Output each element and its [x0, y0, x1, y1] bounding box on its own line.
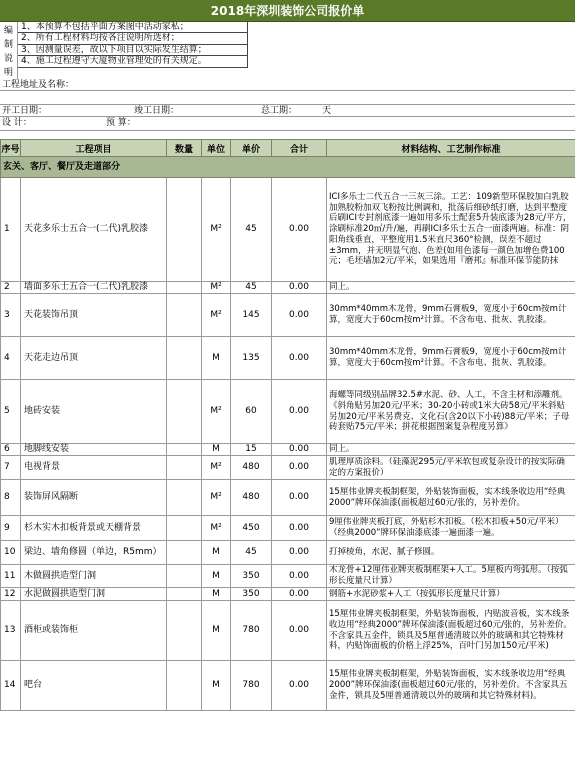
quote-table [0, 139, 575, 711]
unit-cell: M [202, 565, 231, 588]
quantity-cell [167, 588, 202, 601]
desc-text: 15厘伟业牌夹板制框架，外贴装饰面板，实木线条收边用“经典2000”牌环保油漆(面板超过60元/张的，另补差价。 [329, 486, 566, 508]
address-label: 工程地址及名称： [2, 80, 75, 90]
quantity-cell [167, 337, 202, 380]
quantity-cell [167, 480, 202, 516]
item-name: 天花多乐士五合一(二代)乳胶漆 [21, 178, 167, 282]
total-cell: 0.00 [272, 178, 327, 282]
note-item: 3、因测量误差，故以下项目以实际发生结算； [18, 45, 248, 56]
table-row [1, 444, 575, 456]
desc-text: 木龙骨+12厘伟业牌夹板制框架+人工。5厘板内弯弧形。（按弧形长度量尺计算） [329, 565, 568, 586]
desc-text: 9厘伟业牌夹板打底，外贴杉木扣板。（松木扣板+50元/平米）（经典2000”牌环保油漆底漆一遍面漆一遍。 [329, 517, 564, 538]
period-label: 总工期： [261, 106, 298, 116]
total-cell: 0.00 [272, 282, 327, 294]
designer-label: 设 计： [2, 118, 32, 128]
total-cell: 0.00 [272, 516, 327, 541]
desc-text: 30mm*40mm木龙骨，9mm石膏板9，宽度小于60cm按m计算，宽度大于60cm按m²计算。不含布电、批灰、乳胶漆。 [329, 304, 567, 325]
column-header: 数量 [167, 140, 202, 157]
price-cell: 780 [231, 601, 272, 661]
price-cell: 480 [231, 456, 272, 480]
notes-label [0, 22, 18, 79]
table-row [1, 294, 575, 337]
column-header: 材料结构、工艺制作标准 [327, 140, 575, 157]
row-number: 11 [1, 565, 21, 588]
section-title: 玄关、客厅、餐厅及走道部分 [1, 157, 575, 178]
desc-cell [327, 661, 575, 711]
end-date-label: 竣工日期： [134, 106, 180, 116]
period-unit: 天 [322, 106, 332, 116]
desc-text: 海螺等同级别品牌32.5#水泥、砂、人工，不含主材和添雕剂。《斜角贴另加20元/平米；30-20小砖或1米大砖58元/平米斜贴另加20元/平米另费克、文化石(含20以下小砖)88元/平米；子母砖套贴75元/平米；拼花根据图案复杂程度另算》 [329, 390, 570, 433]
table-row [1, 178, 575, 282]
table-row [1, 601, 575, 661]
item-name: 电视背景 [21, 456, 167, 480]
total-cell: 0.00 [272, 294, 327, 337]
quantity-cell [167, 661, 202, 711]
item-name: 杉木实木扣板背景或天棚背景 [21, 516, 167, 541]
table-row [1, 565, 575, 588]
column-header: 单价 [231, 140, 272, 157]
desc-text: 肌理厚质涂料。（硅藻泥295元/平米软包或复杂设计的按实际确定的方案报价） [329, 456, 565, 478]
row-number: 14 [1, 661, 21, 711]
note-item: 1、本预算不包括平面方案图中活动家私； [18, 22, 248, 33]
row-number: 13 [1, 601, 21, 661]
column-header: 序号 [1, 140, 21, 157]
row-number: 8 [1, 480, 21, 516]
quantity-cell [167, 444, 202, 456]
quantity-cell [167, 541, 202, 565]
quantity-cell [167, 565, 202, 588]
item-name: 地脚线安装 [21, 444, 167, 456]
sheet-title: 2018年深圳装饰公司报价单 [0, 0, 575, 22]
table-row [1, 282, 575, 294]
quantity-cell [167, 294, 202, 337]
notes-list [18, 22, 248, 68]
price-cell: 60 [231, 380, 272, 444]
unit-cell: M² [202, 480, 231, 516]
item-name: 天花走边吊顶 [21, 337, 167, 380]
desc-cell [327, 565, 575, 588]
blank-row [0, 91, 575, 105]
price-cell: 780 [231, 661, 272, 711]
unit-cell: M [202, 337, 231, 380]
total-cell: 0.00 [272, 541, 327, 565]
price-cell: 350 [231, 588, 272, 601]
note-item: 4、施工过程遵守大厦物业管理处的有关规定。 [18, 56, 248, 67]
item-name: 梁边、墙角修圆（单边，R5mm） [21, 541, 167, 565]
price-cell: 15 [231, 444, 272, 456]
row-number: 10 [1, 541, 21, 565]
row-number: 9 [1, 516, 21, 541]
desc-cell [327, 282, 575, 294]
table-row [1, 337, 575, 380]
desc-text: 30mm*40mm木龙骨，9mm石膏板9，宽度小于60cm按m计算，宽度大于60cm按m²计算。不含布电、批灰、乳胶漆。 [329, 347, 567, 368]
price-cell: 45 [231, 541, 272, 565]
desc-text: 同上。 [329, 444, 355, 455]
total-cell: 0.00 [272, 480, 327, 516]
quantity-cell [167, 456, 202, 480]
quantity-cell [167, 282, 202, 294]
item-name: 木做圆拱造型门洞 [21, 565, 167, 588]
row-number: 7 [1, 456, 21, 480]
item-name: 地砖安装 [21, 380, 167, 444]
desc-cell [327, 294, 575, 337]
row-number: 6 [1, 444, 21, 456]
unit-cell: M² [202, 516, 231, 541]
unit-cell: M² [202, 282, 231, 294]
column-header: 工程项目 [21, 140, 167, 157]
table-row [1, 516, 575, 541]
desc-cell [327, 601, 575, 661]
row-number: 4 [1, 337, 21, 380]
staff-row [0, 117, 575, 131]
unit-cell: M² [202, 456, 231, 480]
desc-cell [327, 444, 575, 456]
notes-label-char: 说 [3, 54, 13, 65]
unit-cell: M [202, 601, 231, 661]
price-cell: 45 [231, 282, 272, 294]
desc-text: 钢筋+水泥砂浆+人工（按弧形长度量尺计算） [329, 588, 505, 599]
start-date-label: 开工日期： [2, 106, 48, 116]
total-cell: 0.00 [272, 661, 327, 711]
total-cell: 0.00 [272, 337, 327, 380]
address-row [0, 79, 575, 91]
desc-text: 同上。 [329, 282, 355, 293]
desc-cell [327, 516, 575, 541]
item-name: 吧台 [21, 661, 167, 711]
quantity-cell [167, 516, 202, 541]
item-name: 酒柜或装饰柜 [21, 601, 167, 661]
total-cell: 0.00 [272, 456, 327, 480]
unit-cell: M² [202, 380, 231, 444]
desc-cell [327, 380, 575, 444]
notes-label-char: 制 [3, 39, 13, 50]
price-cell: 480 [231, 480, 272, 516]
item-name: 装饰屏风隔断 [21, 480, 167, 516]
row-number: 2 [1, 282, 21, 294]
dates-row [0, 105, 575, 117]
desc-text: 15厘伟业牌夹板制框架，外贴装饰面板，内贴波音板，实木线条收边用“经典2000”牌环保油漆(面板超过60元/张的，另补差价。不含家具五金件，锁具及5厘普通清玻以外的玻璃和其它特殊材料，内贴饰面板的价格上浮25%，百叶门另加150元/平米) [329, 609, 572, 652]
row-number: 1 [1, 178, 21, 282]
total-cell: 0.00 [272, 601, 327, 661]
unit-cell: M [202, 588, 231, 601]
notes-label-char: 编 [3, 25, 13, 36]
desc-text: 15厘伟业牌夹板制框架，外贴装饰面板，实木线条收边用“经典2000”牌环保油漆(面板超过60元/张的，另补差价。不含家具五金件，锁具及5厘普通清玻以外的玻璃和其它特殊材料)。 [329, 669, 568, 701]
column-header: 单位 [202, 140, 231, 157]
price-cell: 135 [231, 337, 272, 380]
desc-cell [327, 337, 575, 380]
budget-label: 预 算： [106, 118, 136, 128]
quantity-cell [167, 178, 202, 282]
note-item: 2、所有工程材料均按各注说明所选材； [18, 33, 248, 44]
total-cell: 0.00 [272, 380, 327, 444]
desc-text: 打掉棱角，水泥、腻子修圆。 [329, 547, 440, 558]
desc-cell [327, 456, 575, 480]
unit-cell: M² [202, 178, 231, 282]
quantity-cell [167, 380, 202, 444]
table-row [1, 661, 575, 711]
total-cell: 0.00 [272, 565, 327, 588]
row-number: 5 [1, 380, 21, 444]
price-cell: 45 [231, 178, 272, 282]
total-cell: 0.00 [272, 588, 327, 601]
price-cell: 350 [231, 565, 272, 588]
table-row [1, 588, 575, 601]
row-number: 3 [1, 294, 21, 337]
price-cell: 145 [231, 294, 272, 337]
item-name: 天花装饰吊顶 [21, 294, 167, 337]
unit-cell: M [202, 541, 231, 565]
item-name: 水泥做圆拱造型门洞 [21, 588, 167, 601]
total-cell: 0.00 [272, 444, 327, 456]
table-row [1, 456, 575, 480]
notes-label-char: 明 [3, 68, 13, 79]
table-row [1, 541, 575, 565]
unit-cell: M² [202, 294, 231, 337]
unit-cell: M [202, 444, 231, 456]
notes-block [0, 22, 575, 79]
price-cell: 450 [231, 516, 272, 541]
unit-cell: M [202, 661, 231, 711]
table-header-row [1, 140, 575, 157]
table-row [1, 380, 575, 444]
column-header: 合计 [272, 140, 327, 157]
table-row [1, 480, 575, 516]
section-row [1, 157, 575, 178]
item-name: 墙面多乐士五合一(二代)乳胶漆 [21, 282, 167, 294]
quantity-cell [167, 601, 202, 661]
desc-cell [327, 541, 575, 565]
desc-text: ICI多乐士二代五合一三灰三涂。工艺：109新型环保胶加白乳胶加熟胶粉加双飞粉按比例调和，批荡后细砂纸打磨，达到平整度后刷ICI专封剂底漆一遍如用多乐士配套5升装底漆为28元/平方，涂刷标准20㎡/升/遍，再刷ICI多乐士五合一面漆两遍。标准：阴阳角线垂直，平整度用1.5米直尺360°检测，误差不超过±3mm，并无明显气泡、色差(如用色漆每一颜色加增色费100元；毛坯墙加2元/平米，如果选用『磨邦』标准环保节能防抹 [329, 192, 572, 267]
desc-cell [327, 480, 575, 516]
desc-cell [327, 178, 575, 282]
desc-cell [327, 588, 575, 601]
row-number: 12 [1, 588, 21, 601]
